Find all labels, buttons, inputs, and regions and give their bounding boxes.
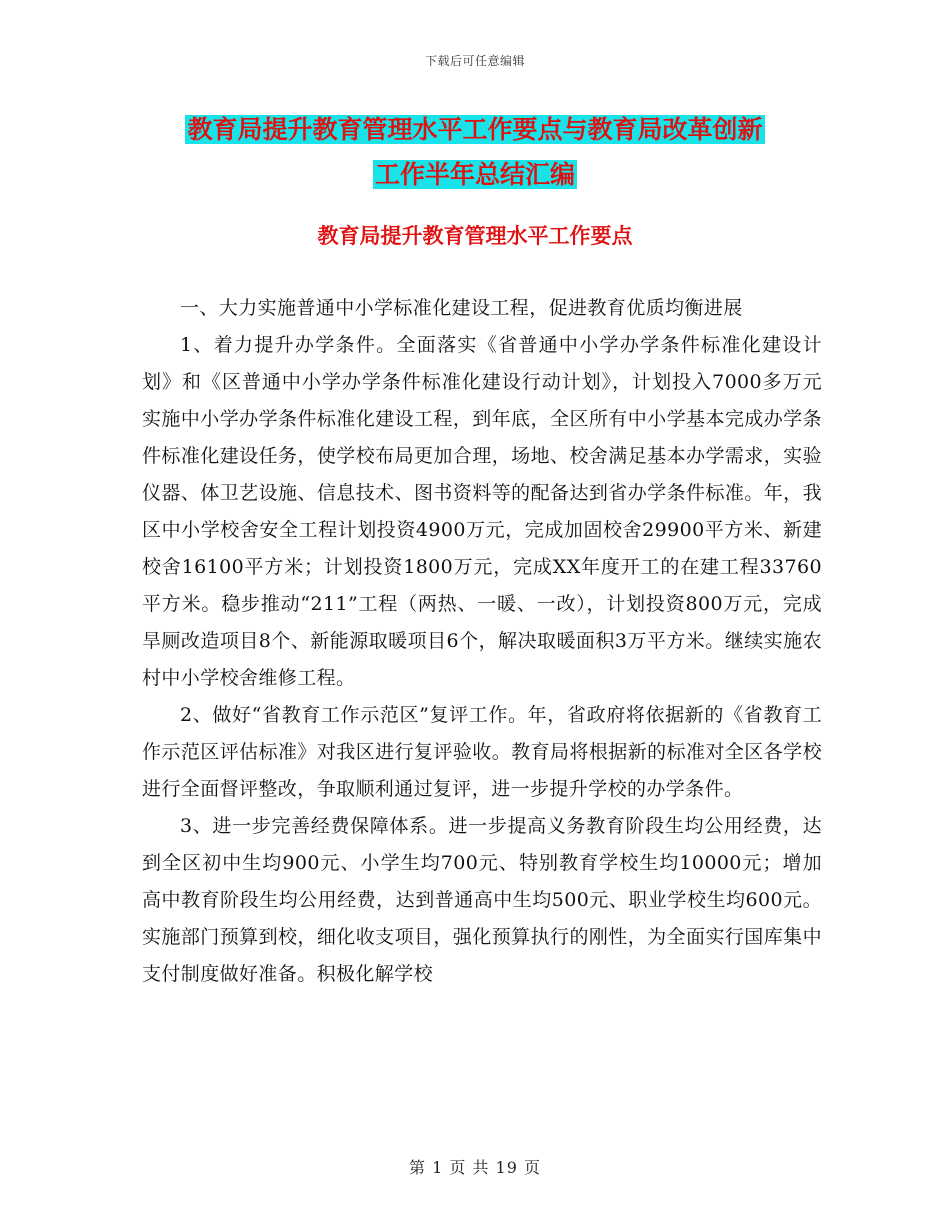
header-note: 下载后可任意编辑 [424,54,525,68]
document-title-line-2 [0,158,950,192]
document-title-line-1 [0,113,950,147]
document-title-text-1: 教育局提升教育管理水平工作要点与教育局改革创新 [187,115,763,144]
paragraph-item-3: 3、进一步完善经费保障体系。进一步提高义务教育阶段生均公用经费，达到全区初中生均900元、小学生均700元、特别教育学校生均10000元；增加高中教育阶段生均公用经费，达到普通高中生均500元、职业学校生均600元。实施部门预算到校，细化收支项目，强化预算执行的刚性，为全面实行国库集中支付制度做好准备。积极化解学校 [142,815,822,985]
document-body [142,290,822,993]
document-title-text-2: 工作半年总结汇编 [374,160,575,189]
page-number-footer: 第 1 页 共 19 页 [409,1158,541,1177]
paragraph-item-1: 1、着力提升办学条件。全面落实《省普通中小学办学条件标准化建设计划》和《区普通中小学办学条件标准化建设行动计划》，计划投入7000多万元实施中小学办学条件标准化建设工程，到年底，全区所有中小学基本完成办学条件标准化建设任务，使学校布局更加合理，场地、校舍满足基本办学需求，实验仪器、体卫艺设施、信息技术、图书资料等的配备达到省办学条件标准。年，我区中小学校舍安全工程计划投资4900万元，完成加固校舍29900平方米、新建校舍16100平方米；计划投资1800万元，完成XX年度开工的在建工程33760平方米。稳步推动“211”工程（两热、一暖、一改），计划投资800万元，完成旱厕改造项目8个、新能源取暖项目6个，解决取暖面积3万平方米。继续实施农村中小学校舍维修工程。 [142,334,822,689]
paragraph-section-one: 一、大力实施普通中小学标准化建设工程，促进教育优质均衡进展 [180,297,743,319]
section-heading: 教育局提升教育管理水平工作要点 [317,224,633,248]
paragraph-item-2: 2、做好“省教育工作示范区”复评工作。年，省政府将依据新的《省教育工作示范区评估标准》对我区进行复评验收。教育局将根据新的标准对全区各学校进行全面督评整改，争取顺利通过复评，进一步提升学校的办学条件。 [142,704,822,800]
